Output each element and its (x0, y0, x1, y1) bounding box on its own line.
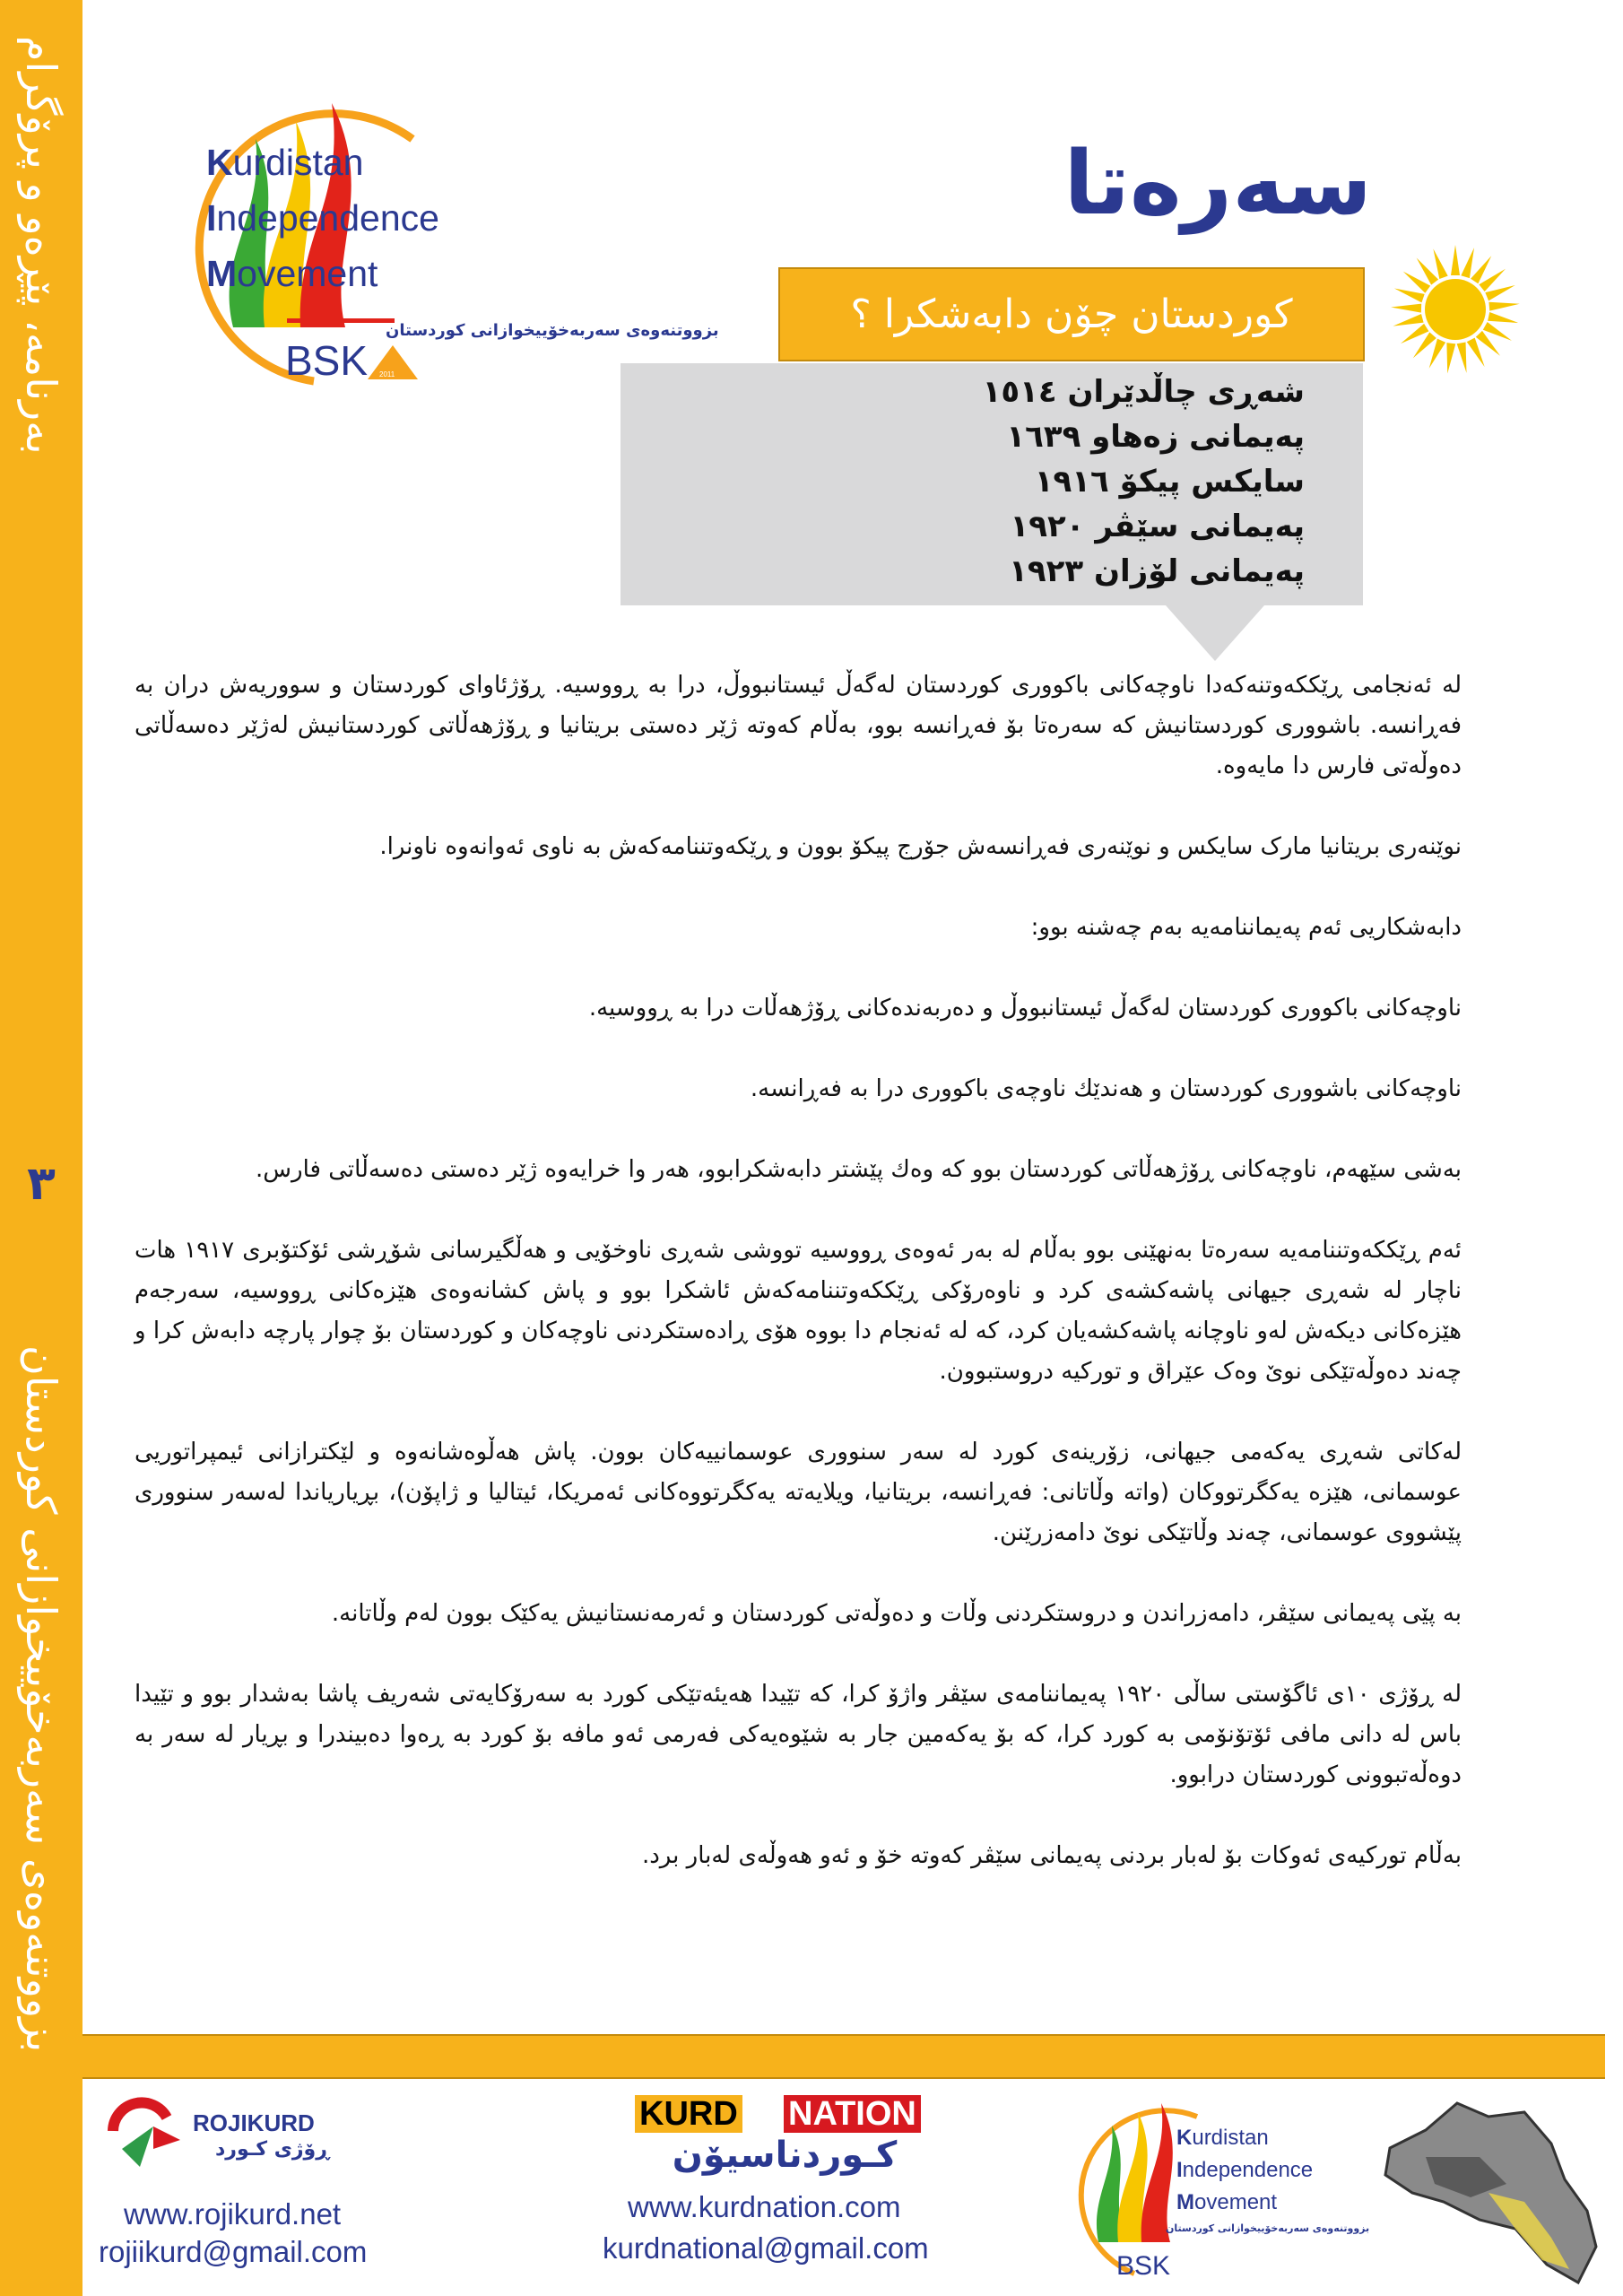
paragraph: دابەشکاریی ئەم پەیماننامەیە بەم چەشنە بوو: (1030, 914, 1462, 941)
rojikurd-name-ku: ڕۆژی کـورد (215, 2138, 330, 2161)
event-item: پەیمانی سێڤر ١٩٢٠ (1010, 509, 1305, 544)
paragraph: لە ڕۆژی ١٠ی ئاگۆستی ساڵی ١٩٢٠ پەیماننامەی سێڤر واژۆ کرا، کە تێیدا هەیئەتێکی کورد بە سەرۆکایەتی شەریف پاشا بەشدار بوو و تێیدا باس لە دانی مافی ئۆتۆنۆمی بە کورد کرا، کە بۆ یەکەمین جار بە شێوەیەکی فەرمی ئەو مافە بۆ کورد بە ڕەوا دەبیندرا و بڕیار لە سەر بە دوەڵەتبوونی کوردستان درابوو. (135, 1681, 1462, 1788)
rojikurd-block (99, 2090, 439, 2287)
sidebar-bottom-text: بزووتنەوەی سەربەخۆییخوازانی کوردستان (17, 1345, 65, 2053)
paragraph: نوێنەری بریتانیا مارک سایکس و نوێنەری فەڕانسەش جۆرج پیکۆ بوون و ڕێکەوتننامەکەش بە ناوی ئەوانەوە ناونرا. (379, 833, 1462, 860)
paragraph: بە پێی پەیمانی سێڤر، دامەزراندن و دروستکردنی وڵات و دەوڵەتی کوردستان و ئەرمەنستانیش یەکێک بوون لەم وڵاتانە. (331, 1600, 1462, 1627)
paragraph: بەشی سێهەم، ناوچەکانی ڕۆژهەڵاتی کوردستان بوو کە وەك پێشتر دابەشکرابوو، هەر وا خرایەوە ژێر دەستی دەسەڵاتی فارس. (256, 1156, 1462, 1183)
paragraph: لەکاتی شەڕی یەکەمی جیهانی، زۆرینەی کورد لە سەر سنووری عوسمانییەکان بوون. پاش هەڵوەشانەوە و لێکترازانی ئیمپراتوریی عوسمانی، هێزە یەکگرتووکان (واتە وڵاتانی: فەڕانسە، بریتانیا، ویلایەتە یەکگرتووەکانی ئەمریکا، ئیتالیا و ژاپۆن)، بڕیاریاندا لەسەر سنووری پێشووی عوسمانی، چەند وڵاتێکی نوێ دامەزرێنن. (135, 1439, 1462, 1546)
kurdnation-email[interactable]: kurdnational@gmail.com (603, 2231, 929, 2265)
paragraph: ئەم ڕێککەوتننامەیە سەرەتا بەنهێنی بوو بەڵام لە بەر ئەوەی ڕووسیە تووشی شەڕی ناوخۆیی و هەڵگیرسانی شۆڕشی ئۆکتۆبری ١٩١٧ هات ناچار لە شەڕی جیهانی پاشەکشەی کرد و ناوەرۆکی ڕێککەوتننامەکەش ئاشکرا بوو و پاش کشانەوەی هێزەکانی ڕووسیە، سەرجەم هێزەکانی دیکەش لەو ناوچانە پاشەکشەیان کرد، کە لە ئەنجام دا بووە هۆی ڕادەستکردنی ناوچەکان و کوردستان بۆ چوار پارچە دابەش کرا و چەند دەوڵەتێکی نوێ وەک عێراق و تورکیە دروستبوون. (135, 1237, 1462, 1385)
kurdnation-name-ku: کـوردناسیۆن (672, 2135, 898, 2176)
event-item: سایکس پیکۆ ١٩١٦ (1034, 464, 1305, 500)
kurdnation-url[interactable]: www.kurdnation.com (628, 2190, 901, 2223)
logo-title-small: Kurdistan Independence Movement (1176, 2126, 1314, 2214)
event-item: پەیمانی لۆزان ١٩٢٣ (1009, 553, 1305, 589)
left-sidebar (0, 0, 82, 2296)
bsk-letters-small: BSK (1116, 2251, 1171, 2278)
rojikurd-logo-icon (104, 2095, 185, 2172)
bsk-letters: BSK (285, 337, 369, 384)
question-box: کوردستان چۆن دابەشکرا ؟ (778, 267, 1365, 361)
kurdnation-logo-part-a: KURD (635, 2095, 742, 2133)
events-list (983, 370, 1305, 594)
article-body (135, 665, 1462, 1917)
logo-subtitle-small: بزووتنەوەی سەربەخۆییخوازانی کوردستان (1166, 2222, 1370, 2234)
bsk-year: 2011 (379, 370, 395, 378)
sun-icon (1388, 242, 1523, 377)
paragraph: ناوچەکانی باشووری کوردستان و هەندێك ناوچەی باکووری درا بە فەڕانسە. (750, 1075, 1462, 1102)
rojikurd-email[interactable]: rojiikurd@gmail.com (99, 2235, 368, 2268)
kurdistan-map-icon (1372, 2094, 1605, 2292)
footer-divider (82, 2034, 1605, 2079)
paragraph: ناوچەکانی باکووری کوردستان لەگەڵ ئیستانبووڵ و دەربەندەکانی ڕۆژهەڵات درا بە ڕووسیە. (588, 995, 1462, 1022)
callout-pointer (1166, 605, 1264, 661)
rojikurd-url[interactable]: www.rojikurd.net (124, 2197, 342, 2231)
rojikurd-name: ROJIKURD (193, 2109, 315, 2136)
event-item: پەیمانی زەهاو ١٦٣٩ (1006, 419, 1305, 455)
sidebar-top-text: بەرنامە، پێڕەو و پرۆگرام (17, 36, 65, 455)
paragraph: بەڵام تورکیەی ئەوکات بۆ لەبار بردنی پەیمانی سێڤر کەوتە خۆ و ئەو هەوڵەی لەبار برد. (641, 1842, 1462, 1869)
kurdnation-block (592, 2090, 986, 2287)
event-item: شەڕی چاڵدێران ١٥١٤ (982, 374, 1305, 410)
paragraph: لە ئەنجامی ڕێککەوتنەکەدا ناوچەکانی باکووری کوردستان لەگەڵ ئیستانبووڵ، درا بە ڕووسیە. ڕۆژئاوای کوردستان و سووریەش دران بە فەڕانسە. باشووری کوردستانیش کە سەرەتا بۆ فەڕانسە بوو، بەڵام کەوتە ژێر دەستی بریتانیا و ڕۆژهەڵاتی کوردستانیش لەژێر دەسەڵاتی دەوڵەتی فارس دا مایەوە. (135, 672, 1462, 779)
page-number: ٣ (27, 1157, 56, 1211)
kurdnation-logo-part-b: NATION (784, 2095, 921, 2133)
logo-title: Kurdistan Independence Movement (206, 142, 439, 294)
logo-subtitle: بزووتنەوەی سەربەخۆییخوازانی کوردستان (386, 321, 719, 340)
page-title: سەرەتا (1063, 133, 1372, 235)
